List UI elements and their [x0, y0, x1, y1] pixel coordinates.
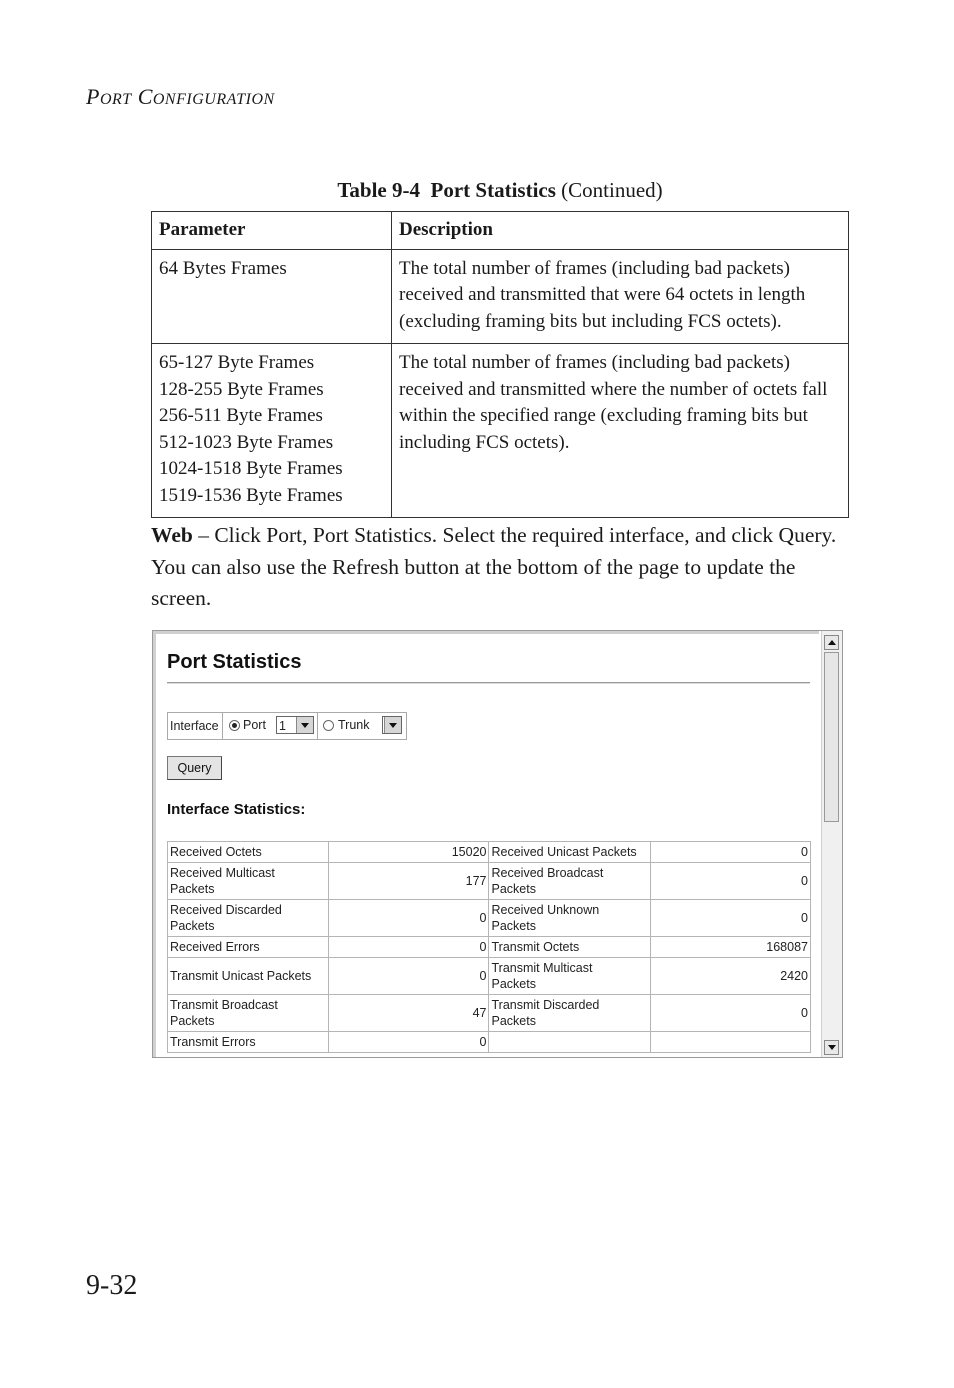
stat-label: Transmit Discarded Packets	[489, 995, 650, 1032]
parameter-description: The total number of frames (including bad packets) received and transmitted that were 64 octets in length (excluding framing bits but including FCS octets).	[392, 249, 849, 344]
frame-left-rule	[153, 631, 156, 1057]
frame-top-rule	[153, 631, 819, 634]
stat-value: 47	[329, 995, 489, 1032]
parameter-row	[152, 249, 849, 344]
running-head-p: P	[86, 84, 100, 109]
parameter-name: 64 Bytes Frames	[152, 249, 392, 344]
scrollbar-thumb[interactable]	[824, 652, 839, 822]
stat-value: 15020	[329, 842, 489, 863]
stat-label: Transmit Unicast Packets	[168, 958, 329, 995]
stat-value: 0	[329, 900, 489, 937]
table-title: Port Statistics	[430, 178, 556, 202]
stat-label: Transmit Errors	[168, 1032, 329, 1053]
port-option	[224, 713, 318, 739]
stat-label: Received Broadcast Packets	[489, 863, 650, 900]
stat-value: 0	[650, 863, 810, 900]
interface-statistics-table	[167, 841, 811, 1053]
stat-label: Transmit Broadcast Packets	[168, 995, 329, 1032]
table-row	[168, 1032, 811, 1053]
parameter-table-header	[152, 212, 849, 250]
web-text: – Click Port, Port Statistics. Select the required interface, and click Query. You can also use the Refresh button at the bottom of the page to update the screen.	[151, 523, 837, 610]
stat-label: Transmit Multicast Packets	[489, 958, 650, 995]
stat-value: 0	[650, 900, 810, 937]
table-row	[168, 958, 811, 995]
running-head-ort: ORT	[99, 91, 132, 108]
stat-label: Received Errors	[168, 937, 329, 958]
scroll-down-icon[interactable]	[824, 1040, 839, 1055]
web-instructions	[151, 520, 841, 615]
stat-value: 168087	[650, 937, 810, 958]
page-title: Port Statistics	[167, 651, 302, 673]
header-description: Description	[392, 212, 849, 250]
stat-label: Received Octets	[168, 842, 329, 863]
port-radio[interactable]	[229, 720, 240, 731]
interface-statistics-heading: Interface Statistics:	[167, 801, 306, 818]
interface-label: Interface	[168, 713, 223, 739]
interface-selector	[167, 712, 407, 740]
running-head-onfiguration: ONFIGURATION	[152, 91, 275, 108]
stat-value: 0	[329, 937, 489, 958]
parameter-name: 65-127 Byte Frames 128-255 Byte Frames 256-511 Byte Frames 512-1023 Byte Frames 1024-1518 Byte Frames 1519-1536 Byte Frames	[152, 344, 392, 518]
table-row	[168, 937, 811, 958]
title-divider	[167, 682, 810, 684]
table-caption-suffix: (Continued)	[561, 178, 663, 202]
running-head-c: C	[137, 84, 153, 109]
table-row	[168, 900, 811, 937]
stat-label: Transmit Octets	[489, 937, 650, 958]
stat-value: 177	[329, 863, 489, 900]
chevron-down-icon	[296, 717, 313, 733]
parameter-row	[152, 344, 849, 518]
parameter-description: The total number of frames (including bad packets) received and transmitted where the number of octets fall within the specified range (excluding framing bits but including FCS octets).	[392, 344, 849, 518]
parameter-table	[151, 211, 849, 518]
trunk-option	[318, 713, 405, 739]
port-statistics-screenshot	[152, 630, 843, 1058]
table-caption	[151, 178, 849, 203]
stat-value: 0	[650, 842, 810, 863]
chevron-down-icon	[384, 717, 401, 733]
stat-value	[650, 1032, 810, 1053]
stat-label: Received Multicast Packets	[168, 863, 329, 900]
stat-value: 2420	[650, 958, 810, 995]
web-label: Web	[151, 523, 193, 547]
table-number: Table 9-4	[337, 178, 421, 202]
port-select-value: 1	[279, 719, 286, 733]
stat-label	[489, 1032, 650, 1053]
stat-label: Received Unicast Packets	[489, 842, 650, 863]
table-row	[168, 863, 811, 900]
running-head	[86, 84, 275, 110]
table-row	[168, 842, 811, 863]
port-radio-label: Port	[243, 718, 266, 732]
stat-label: Received Discarded Packets	[168, 900, 329, 937]
port-select[interactable]	[276, 716, 314, 734]
trunk-radio-label: Trunk	[338, 718, 370, 732]
header-parameter: Parameter	[152, 212, 392, 250]
stat-value: 0	[329, 958, 489, 995]
page-number: 9-32	[86, 1270, 138, 1301]
query-button[interactable]: Query	[167, 756, 222, 780]
stat-value: 0	[329, 1032, 489, 1053]
stat-label: Received Unknown Packets	[489, 900, 650, 937]
vertical-scrollbar[interactable]	[821, 631, 842, 1057]
scroll-up-icon[interactable]	[824, 635, 839, 650]
stat-value: 0	[650, 995, 810, 1032]
trunk-select[interactable]	[382, 716, 402, 734]
table-row	[168, 995, 811, 1032]
trunk-radio[interactable]	[323, 720, 334, 731]
